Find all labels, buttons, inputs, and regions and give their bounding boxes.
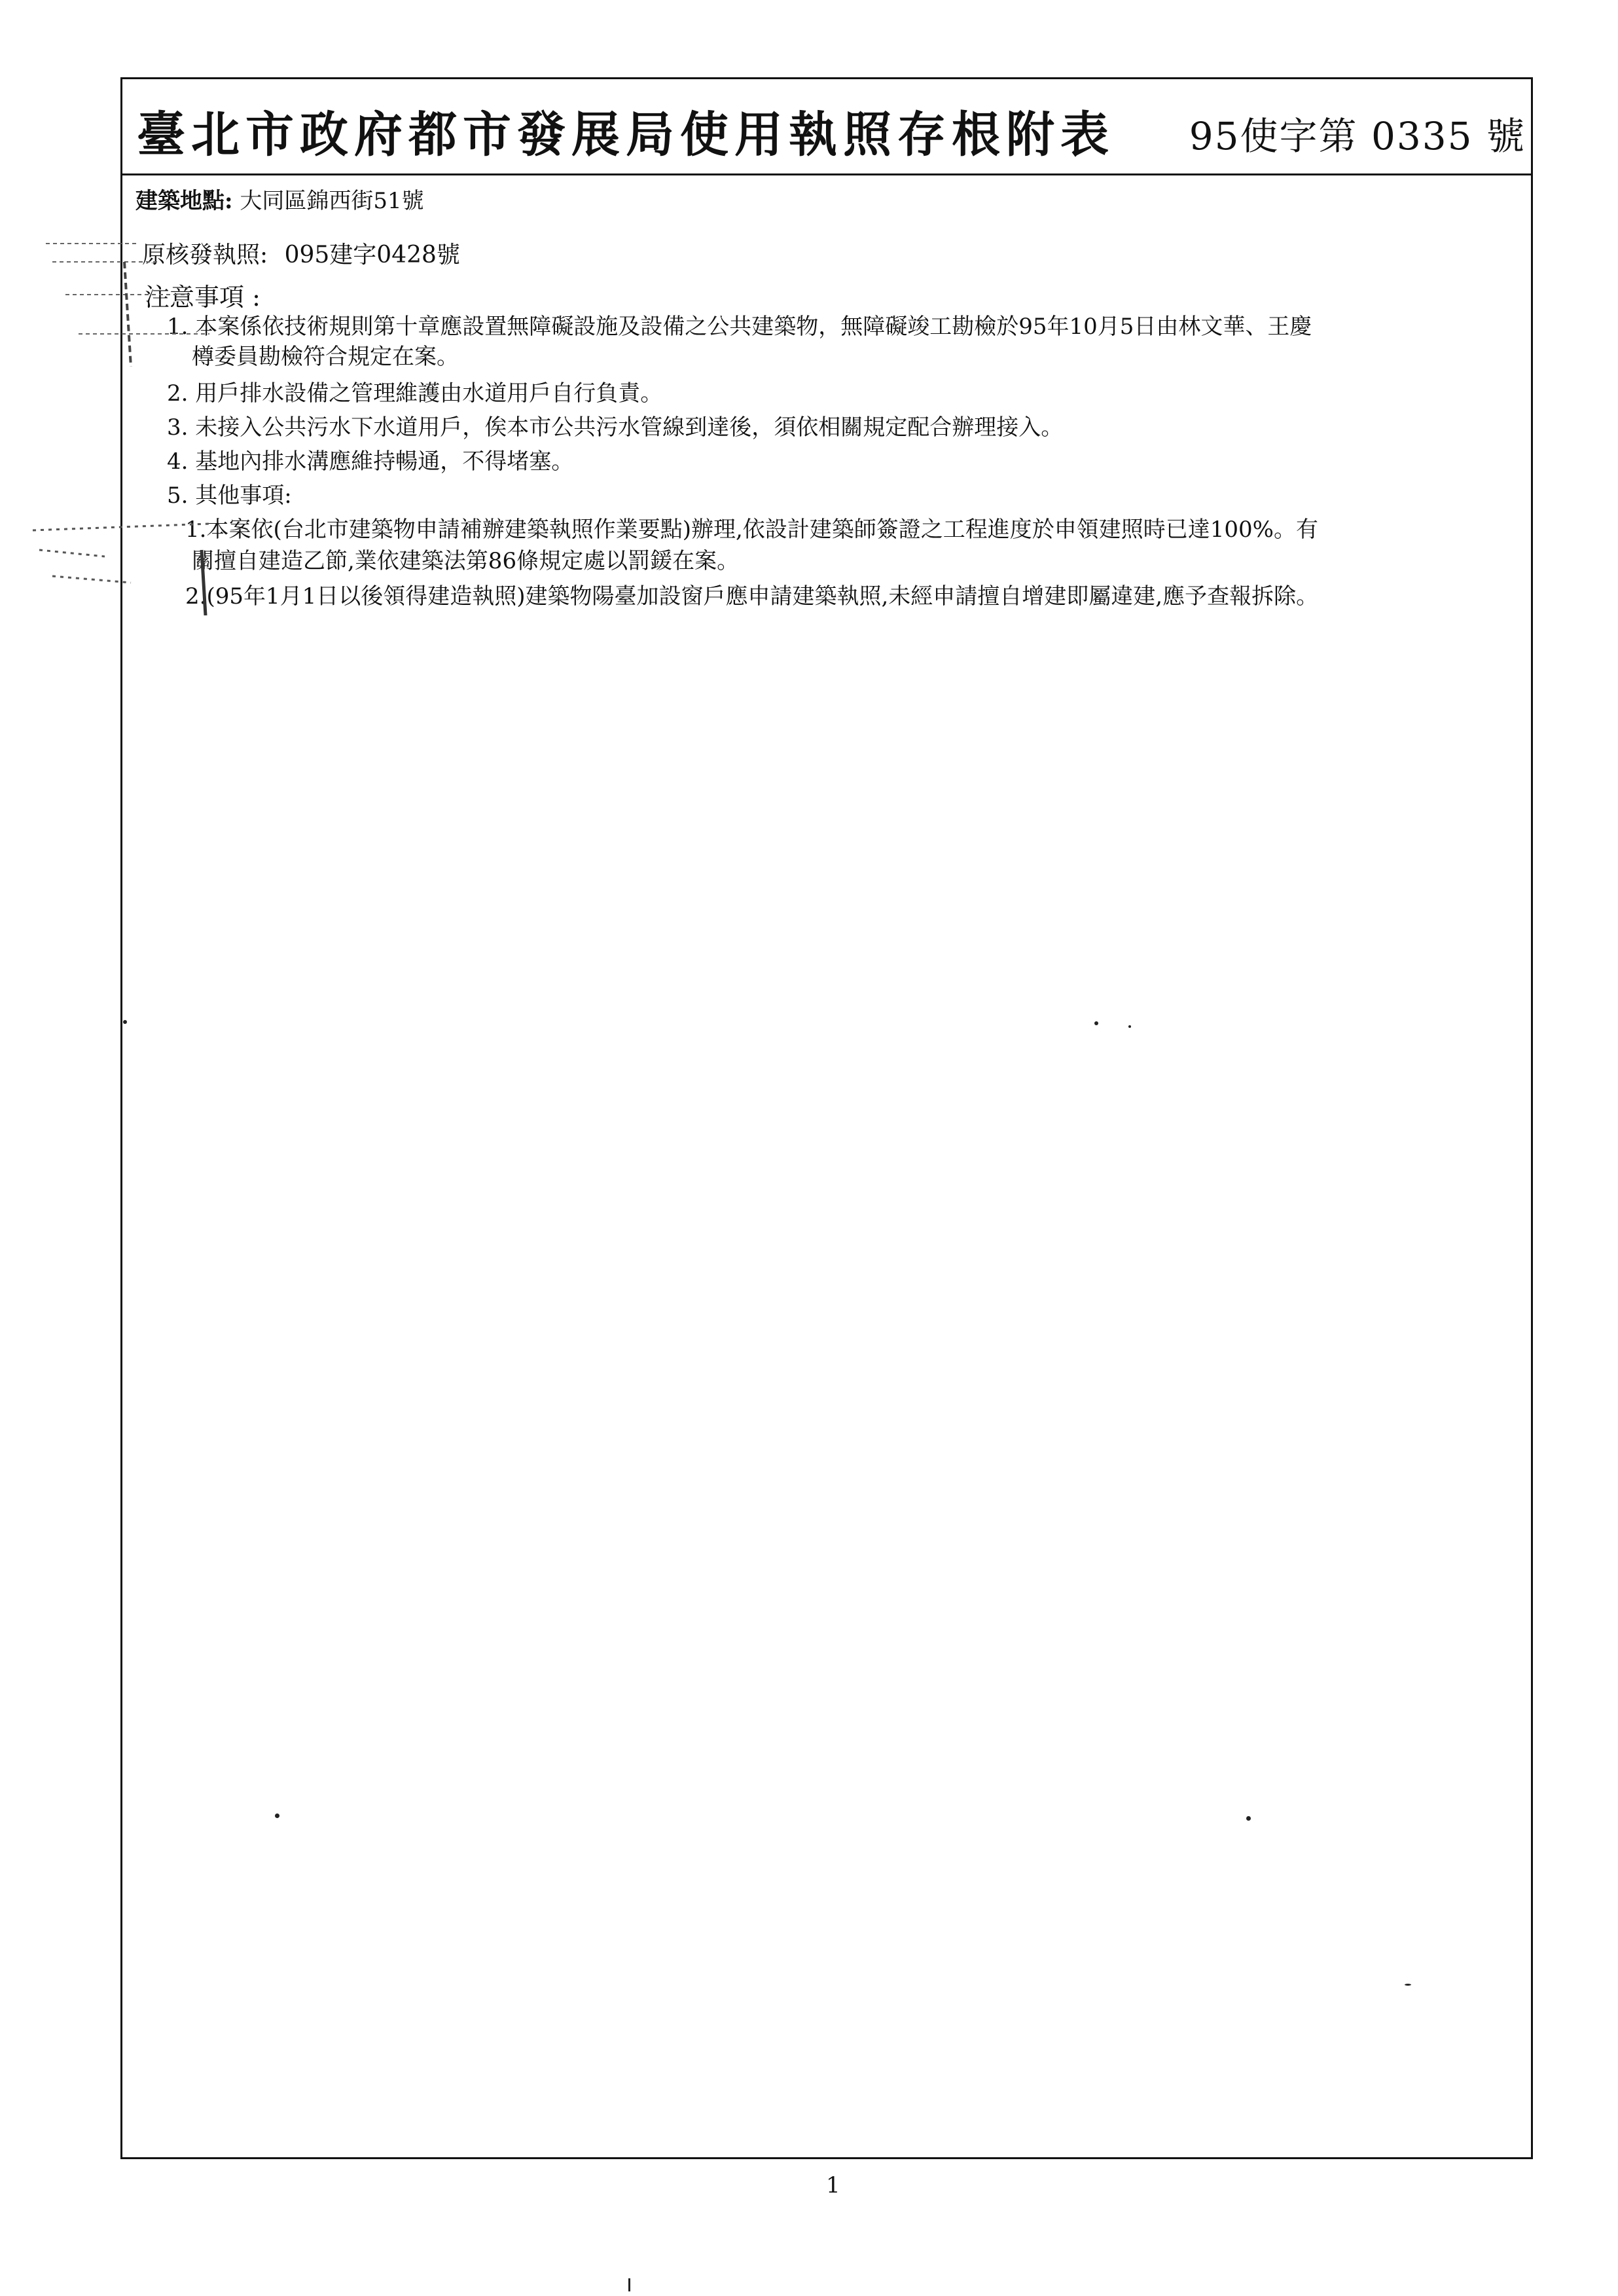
- note-item-5: 5. 其他事項:: [167, 483, 292, 509]
- scan-speck: [1246, 1816, 1251, 1821]
- original-permit-value: 095建字0428號: [284, 242, 460, 268]
- permit-number: 95使字第 0335 號: [1189, 114, 1526, 158]
- note-item-3: 3. 未接入公共污水下水道用戶，俟本市公共污水管線到達後，須依相關規定配合辦理接入。: [167, 414, 1064, 441]
- building-location-label: 建築地點:: [135, 188, 233, 214]
- notes-label: 注意事項 :: [145, 283, 261, 312]
- building-location-row: [135, 183, 424, 215]
- note-item-1: 1. 本案係依技術規則第十章應設置無障礙設施及設備之公共建築物，無障礙竣工勘檢於95年10月5日由林文華、王慶: [167, 314, 1312, 340]
- document-frame: [120, 77, 1533, 2159]
- building-location-value: 大同區錦西街51號: [240, 188, 424, 214]
- other-item-1-cont: 關擅自建造乙節,業依建築法第86條規定處以罰鍰在案。: [192, 548, 740, 574]
- note-item-1-cont: 樽委員勘檢符合規定在案。: [192, 344, 459, 370]
- scan-speck: [1094, 1021, 1098, 1025]
- scan-speck: [1128, 1025, 1131, 1028]
- other-item-1: 1.本案依(台北市建築物申請補辦建築執照作業要點)辦理,依設計建築師簽證之工程進度於申領建照時已達100%。有: [185, 517, 1318, 543]
- note-item-4: 4. 基地內排水溝應維持暢通，不得堵塞。: [167, 448, 574, 475]
- scan-speck: [275, 1813, 279, 1818]
- page-number: 1: [826, 2172, 840, 2198]
- original-permit-label: 原核發執照:: [142, 242, 268, 268]
- other-item-2: 2.(95年1月1日以後領得建造執照)建築物陽臺加設窗戶應申請建築執照,未經申請擅自增建即屬違建,應予查報拆除。: [185, 583, 1319, 610]
- scan-noise-mark: [26, 511, 223, 615]
- document-header: [122, 79, 1531, 175]
- scan-speck: [628, 2278, 630, 2291]
- scan-speck: [123, 1020, 127, 1024]
- stamp-mark: [39, 236, 209, 367]
- document-title: 臺北市政府都市發展局使用執照存根附表: [137, 107, 1115, 163]
- note-item-2: 2. 用戶排水設備之管理維護由水道用戶自行負責。: [167, 380, 663, 407]
- scan-speck: [1405, 1984, 1411, 1986]
